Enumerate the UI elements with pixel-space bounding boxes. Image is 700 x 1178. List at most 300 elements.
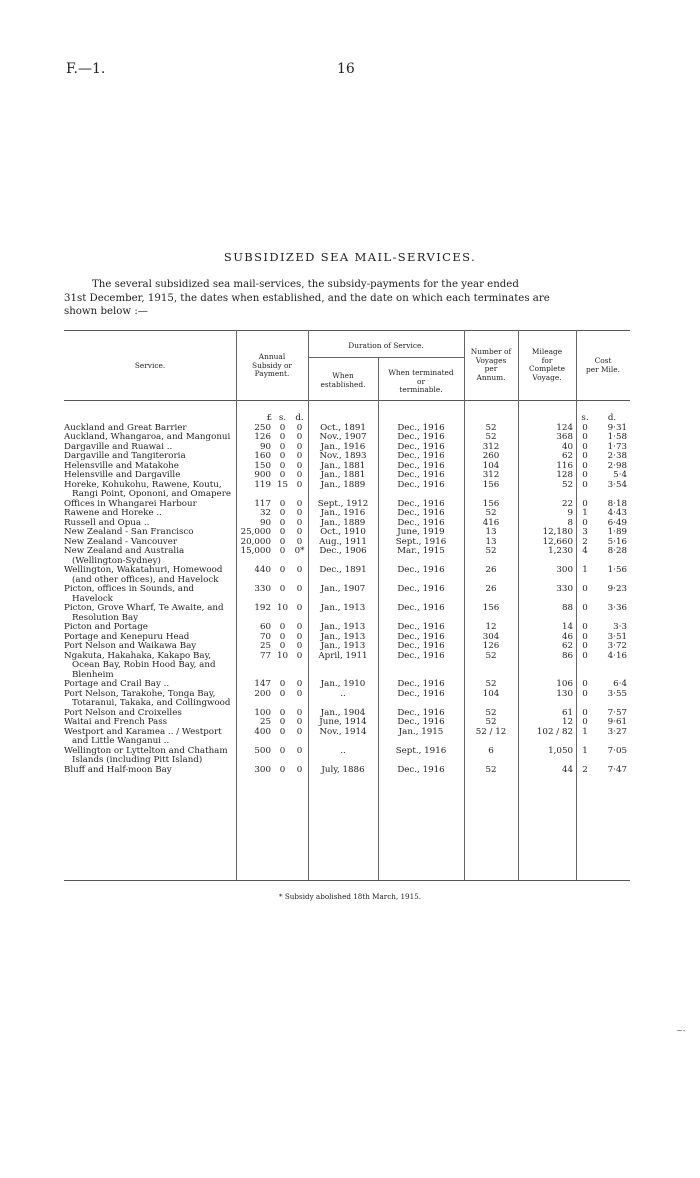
voyages-per-annum: 52	[485, 432, 497, 442]
date-established: Jan., 1907	[320, 584, 366, 594]
subsidy-pounds: 25	[259, 717, 271, 727]
date-established: Oct., 1891	[320, 422, 366, 433]
date-terminated: Dec., 1916	[397, 432, 445, 442]
table-row	[64, 747, 630, 766]
date-terminated: Dec., 1916	[397, 517, 445, 528]
date-established: ..	[340, 688, 346, 699]
page-number: 16	[337, 61, 355, 77]
subsidy-pounds: 117	[254, 498, 271, 509]
subsidy-pence: 0	[296, 631, 303, 642]
date-terminated: Dec., 1916	[397, 460, 445, 471]
date-terminated: Dec., 1916	[397, 707, 445, 718]
margin-mark: ~-	[676, 1026, 686, 1035]
cost-shillings: 0	[582, 688, 588, 699]
subsidy-pence: 0	[296, 527, 303, 537]
voyages-per-annum: 52	[485, 764, 497, 775]
cost-pence: 1·58	[607, 432, 627, 442]
col-header-voyages: Number of Voyages per Annum.	[470, 347, 512, 382]
service-name: Bluff and Half-moon Bay	[64, 764, 172, 775]
voyages-per-annum: 312	[482, 470, 500, 480]
date-established: ..	[340, 745, 346, 756]
table-row	[64, 766, 630, 776]
subsidy-shillings: 0	[279, 527, 286, 537]
subsidy-shillings: 0	[279, 764, 286, 775]
cost-pence: 7·05	[607, 745, 627, 756]
mileage: 12,660	[542, 536, 573, 547]
date-established: Dec., 1891	[319, 565, 367, 575]
subsidy-pounds: 119	[254, 479, 271, 490]
subsidy-pence: 0	[296, 641, 303, 651]
cost-shillings: 0	[582, 422, 588, 433]
mileage: 106	[556, 679, 573, 689]
subsidy-shillings: 0	[279, 745, 286, 756]
mileage: 44	[561, 764, 573, 775]
date-established: Nov., 1907	[319, 432, 367, 442]
col-header-cost: Cost per Mile.	[585, 356, 620, 374]
cost-shillings: 0	[582, 603, 588, 613]
service-name: New Zealand and Australia (Wellington-Sydney)	[64, 546, 185, 566]
service-name: Helensville and Matakohe	[64, 460, 179, 471]
voyages-per-annum: 156	[482, 498, 500, 509]
subsidy-pence: 0	[296, 764, 303, 775]
cost-pence: 6·49	[607, 517, 627, 528]
cost-shillings: 0	[582, 631, 588, 642]
mileage: 8	[567, 517, 573, 528]
cost-pence: 3·55	[607, 688, 627, 699]
col-header-subsidy: Annual Subsidy or Payment.	[252, 352, 292, 379]
cost-shillings: 1	[582, 745, 588, 756]
subsidy-pounds: 300	[254, 764, 271, 775]
cost-pence: 1·73	[607, 441, 627, 452]
voyages-per-annum: 416	[482, 517, 500, 528]
cost-pence: 1·56	[607, 565, 627, 575]
subsidy-pence: 0	[296, 584, 303, 594]
voyages-per-annum: 156	[482, 603, 500, 613]
subsidy-shillings: 0	[279, 536, 286, 547]
voyages-per-annum: 52 / 12	[475, 726, 507, 737]
cost-shillings: 3	[582, 527, 588, 537]
date-established: April, 1911	[318, 650, 368, 661]
voyages-per-annum: 6	[488, 745, 494, 756]
subsidy-pence: 0	[296, 679, 303, 689]
subsidy-pounds: 192	[254, 603, 271, 613]
service-name: Westport and Karamea .. / Westport and Little Wanganui ..	[64, 726, 222, 746]
subsidy-shillings: 0	[279, 707, 286, 718]
voyages-per-annum: 312	[482, 441, 500, 452]
subsidy-pounds: 160	[254, 451, 271, 461]
date-established: Nov., 1893	[319, 451, 367, 461]
service-name: Horeke, Kohukohu, Rawene, Koutu, Rangi Point, Opononi, and Omapere	[64, 479, 231, 499]
service-name: Dargaville and Ruawai ..	[64, 441, 173, 452]
date-terminated: Dec., 1916	[397, 650, 445, 661]
cost-shillings: 0	[582, 432, 588, 442]
date-established: Jan., 1913	[320, 622, 366, 632]
date-terminated: Dec., 1916	[397, 622, 445, 632]
col-header-mileage: Mileage for Complete Voyage.	[529, 347, 565, 382]
service-name: Portage and Crail Bay ..	[64, 679, 170, 689]
date-established: Jan., 1889	[320, 479, 366, 490]
date-established: Jan., 1916	[320, 508, 366, 518]
service-name: Picton and Portage	[64, 622, 148, 632]
service-name: Picton, offices in Sounds, and Havelock	[64, 584, 195, 604]
subsidy-pence: 0	[296, 451, 303, 461]
date-terminated: Jan., 1915	[398, 726, 444, 737]
table-bottom-rule	[64, 880, 630, 881]
service-name: Waitai and French Pass	[64, 717, 168, 727]
mileage: 12	[561, 717, 573, 727]
service-name: Auckland and Great Barrier	[64, 422, 187, 433]
table-row	[64, 585, 630, 604]
cost-pence: 8·28	[607, 546, 627, 556]
date-terminated: Mar., 1915	[397, 546, 445, 556]
subsidy-pounds: 150	[254, 460, 271, 471]
col-header-terminated: When terminated or terminable.	[388, 368, 454, 395]
date-terminated: Dec., 1916	[397, 688, 445, 699]
table-row	[64, 547, 630, 566]
cost-pence: 9·61	[607, 717, 627, 727]
table-row	[64, 604, 630, 623]
subsidy-shillings: 10	[276, 603, 289, 613]
subsidy-pence: 0	[296, 422, 303, 433]
voyages-per-annum: 12	[485, 622, 497, 632]
cost-shillings: 1	[582, 508, 588, 518]
mileage: 12,180	[542, 527, 573, 537]
mileage: 88	[561, 603, 573, 613]
cost-shillings: 0	[582, 498, 588, 509]
voyages-per-annum: 52	[485, 650, 497, 661]
date-terminated: Sept., 1916	[395, 536, 447, 547]
cost-shillings: 0	[582, 479, 588, 490]
date-terminated: Dec., 1916	[397, 565, 445, 575]
cost-shillings: 2	[582, 536, 588, 547]
pence-unit: d.	[295, 413, 304, 423]
cost-d-unit: d.	[607, 413, 617, 423]
voyages-per-annum: 304	[482, 631, 500, 642]
subsidy-pounds: 250	[254, 422, 271, 433]
subsidy-pence: 0	[296, 432, 303, 442]
cost-shillings: 1	[582, 565, 588, 575]
date-terminated: Dec., 1916	[397, 498, 445, 509]
subsidy-pence: 0*	[294, 546, 305, 556]
service-name: Port Nelson and Croixelles	[64, 707, 182, 718]
shillings-unit: s.	[278, 413, 287, 423]
subsidy-shillings: 0	[279, 470, 286, 480]
date-terminated: Dec., 1916	[397, 441, 445, 452]
cost-shillings: 4	[582, 546, 588, 556]
voyages-per-annum: 104	[482, 460, 500, 471]
mileage: 130	[556, 688, 573, 699]
cost-pence: 3·3	[613, 622, 627, 632]
subsidy-shillings: 10	[276, 650, 289, 661]
date-terminated: Sept., 1916	[395, 745, 447, 756]
cost-shillings: 0	[582, 622, 588, 632]
date-established: Oct., 1910	[320, 527, 366, 537]
table-top-rule	[64, 330, 630, 331]
mileage: 116	[556, 460, 573, 471]
mileage: 102 / 82	[536, 726, 573, 737]
date-established: Jan., 1910	[320, 679, 366, 689]
date-established: Sept., 1912	[317, 498, 369, 509]
col-header-service: Service.	[134, 361, 166, 370]
date-terminated: Dec., 1916	[397, 717, 445, 727]
date-terminated: Dec., 1916	[397, 603, 445, 613]
cost-pence: 9·31	[607, 422, 627, 433]
service-name: Port Nelson, Tarakohe, Tonga Bay, Totaranui, Takaka, and Collingwood	[64, 688, 231, 708]
date-established: Jan., 1913	[320, 641, 366, 651]
subsidy-pounds: 100	[254, 707, 271, 718]
report-reference: F.—1.	[66, 61, 106, 77]
subsidy-shillings: 0	[279, 726, 286, 737]
subsidy-pence: 0	[296, 470, 303, 480]
voyages-per-annum: 52	[485, 546, 497, 556]
mileage: 368	[556, 432, 573, 442]
cost-shillings: 0	[582, 679, 588, 689]
subsidy-shillings: 0	[279, 584, 286, 594]
mileage: 40	[561, 441, 573, 452]
cost-pence: 3·72	[607, 641, 627, 651]
subsidy-pounds: 330	[254, 584, 271, 594]
mileage: 52	[561, 479, 573, 490]
cost-pence: 7·57	[607, 707, 627, 718]
subsidy-shillings: 0	[279, 717, 286, 727]
date-established: Nov., 1914	[319, 726, 367, 737]
mileage: 14	[561, 622, 573, 632]
date-established: Aug., 1911	[319, 536, 367, 547]
subsidy-pounds: 70	[259, 631, 271, 642]
mileage: 124	[556, 422, 573, 433]
table-row	[64, 481, 630, 500]
mileage: 9	[567, 508, 573, 518]
date-established: Jan., 1916	[320, 441, 366, 452]
subsidy-pence: 0	[296, 498, 303, 509]
date-terminated: Dec., 1916	[397, 679, 445, 689]
subsidy-pence: 0	[296, 726, 303, 737]
voyages-per-annum: 52	[485, 707, 497, 718]
service-name: Helensville and Dargaville	[64, 470, 181, 480]
subsidy-shillings: 0	[279, 432, 286, 442]
subsidy-pence: 0	[296, 517, 303, 528]
col-header-duration: Duration of Service.	[348, 341, 424, 350]
date-terminated: Dec., 1916	[397, 470, 445, 480]
date-terminated: Dec., 1916	[397, 451, 445, 461]
intro-line-1: The several subsidized sea mail-services, the subsidy-payments for the year ended	[92, 279, 519, 290]
subsidy-pounds: 60	[259, 622, 271, 632]
subsidy-pence: 0	[296, 707, 303, 718]
date-established: Jan., 1904	[320, 707, 366, 718]
cost-pence: 7·47	[607, 764, 627, 775]
subsidy-pence: 0	[296, 536, 303, 547]
voyages-per-annum: 126	[482, 641, 500, 651]
table-row	[64, 728, 630, 747]
subsidy-pounds: 500	[254, 745, 271, 756]
service-name: Auckland, Whangaroa, and Mangonui	[64, 432, 231, 442]
voyages-per-annum: 13	[485, 536, 497, 547]
pounds-unit: £	[266, 413, 272, 423]
mileage: 300	[556, 565, 573, 575]
subsidy-pence: 0	[296, 508, 303, 518]
date-established: July, 1886	[321, 764, 365, 775]
subsidy-shillings: 0	[279, 508, 286, 518]
subsidy-shillings: 0	[279, 679, 286, 689]
table-row	[64, 690, 630, 709]
service-name: New Zealand - Vancouver	[64, 536, 178, 547]
cost-shillings: 2	[582, 764, 588, 775]
service-name: Picton, Grove Wharf, Te Awaite, and Resolution Bay	[64, 603, 224, 623]
date-terminated: Dec., 1916	[397, 764, 445, 775]
date-established: June, 1914	[319, 717, 367, 727]
subsidy-pounds: 25,000	[240, 527, 271, 537]
subsidy-shillings: 0	[279, 641, 286, 651]
mileage: 1,230	[548, 546, 573, 556]
cost-s-unit: s.	[581, 413, 589, 423]
subsidy-pence: 0	[296, 717, 303, 727]
subsidy-shillings: 0	[279, 631, 286, 642]
mileage: 1,050	[548, 745, 573, 756]
date-terminated: June, 1919	[397, 527, 445, 537]
subsidy-pence: 0	[296, 650, 303, 661]
subsidy-pounds: 90	[259, 517, 271, 528]
subsidy-shillings: 15	[276, 479, 289, 490]
col-header-established: When established.	[320, 371, 366, 389]
subsidy-pence: 0	[296, 688, 303, 699]
date-terminated: Dec., 1916	[397, 422, 445, 433]
service-name: New Zealand - San Francisco	[64, 527, 194, 537]
mileage: 86	[561, 650, 573, 661]
subsidy-pence: 0	[296, 460, 303, 471]
section-title: SUBSIDIZED SEA MAIL-SERVICES.	[223, 250, 477, 264]
subsidy-pence: 0	[296, 603, 303, 613]
service-name: Offices in Whangarei Harbour	[64, 498, 197, 509]
date-terminated: Dec., 1916	[397, 479, 445, 490]
subsidy-shillings: 0	[279, 441, 286, 452]
voyages-per-annum: 52	[485, 422, 497, 433]
subsidy-pounds: 126	[254, 432, 271, 442]
subsidy-pence: 0	[296, 565, 303, 575]
subsidy-pence: 0	[296, 622, 303, 632]
cost-pence: 3·27	[607, 726, 627, 737]
table-row	[64, 566, 630, 585]
subsidy-shillings: 0	[279, 517, 286, 528]
service-name: Rawene and Horeke ..	[64, 508, 162, 518]
service-name: Russell and Opua ..	[64, 517, 150, 528]
subsidy-shillings: 0	[279, 565, 286, 575]
cost-pence: 3·36	[607, 603, 627, 613]
date-established: Dec., 1906	[319, 546, 367, 556]
cost-pence: 8·18	[607, 498, 627, 509]
cost-pence: 9·23	[607, 584, 627, 594]
cost-shillings: 1	[582, 726, 588, 737]
voyages-per-annum: 13	[485, 527, 497, 537]
service-name: Port Nelson and Waikawa Bay	[64, 641, 197, 651]
cost-shillings: 0	[582, 460, 588, 471]
service-name: Dargaville and Tangiteroria	[64, 451, 186, 461]
date-terminated: Dec., 1916	[397, 508, 445, 518]
subsidy-shillings: 0	[279, 422, 286, 433]
cost-pence: 4·16	[607, 650, 627, 661]
cost-shillings: 0	[582, 641, 588, 651]
subsidy-pounds: 20,000	[240, 536, 271, 547]
cost-shillings: 0	[582, 451, 588, 461]
date-terminated: Dec., 1916	[397, 584, 445, 594]
date-terminated: Dec., 1916	[397, 641, 445, 651]
mileage: 62	[561, 641, 573, 651]
subsidy-shillings: 0	[279, 546, 286, 556]
service-name: Wellington or Lyttelton and Chatham Islands (including Pitt Island)	[64, 745, 228, 765]
services-table	[64, 414, 630, 775]
cost-shillings: 0	[582, 470, 588, 480]
cost-shillings: 0	[582, 441, 588, 452]
subsidy-pounds: 77	[259, 650, 271, 661]
subsidy-pounds: 90	[259, 441, 271, 452]
cost-shillings: 0	[582, 707, 588, 718]
mileage: 128	[556, 470, 573, 480]
voyages-per-annum: 156	[482, 479, 500, 490]
subsidy-shillings: 0	[279, 622, 286, 632]
service-name: Ngakuta, Hakahaka, Kakapo Bay, Ocean Bay, Robin Hood Bay, and Blenheim	[64, 650, 216, 680]
cost-shillings: 0	[582, 717, 588, 727]
subsidy-pence: 0	[296, 479, 303, 490]
cost-pence: 4·43	[607, 508, 627, 518]
voyages-per-annum: 26	[485, 565, 497, 575]
subsidy-pounds: 200	[254, 688, 271, 699]
subsidy-pounds: 147	[254, 679, 271, 689]
footnote: * Subsidy abolished 18th March, 1915.	[278, 892, 422, 901]
mileage: 46	[561, 631, 573, 642]
subsidy-pounds: 15,000	[240, 546, 271, 556]
voyages-per-annum: 52	[485, 508, 497, 518]
date-established: Jan., 1881	[320, 460, 366, 471]
cost-shillings: 0	[582, 584, 588, 594]
subsidy-shillings: 0	[279, 460, 286, 471]
intro-line-3: shown below :—	[64, 306, 148, 317]
voyages-per-annum: 260	[482, 451, 500, 461]
subsidy-shillings: 0	[279, 451, 286, 461]
subsidy-pence: 0	[296, 745, 303, 756]
cost-pence: 6·4	[613, 679, 627, 689]
cost-pence: 2·38	[607, 451, 627, 461]
subsidy-pence: 0	[296, 441, 303, 452]
cost-pence: 3·54	[607, 479, 627, 490]
subsidy-pounds: 900	[254, 470, 271, 480]
date-established: Jan., 1881	[320, 470, 366, 480]
service-name: Portage and Kenepuru Head	[64, 631, 190, 642]
voyages-per-annum: 52	[485, 679, 497, 689]
mileage: 22	[561, 498, 573, 509]
cost-pence: 5·4	[613, 470, 627, 480]
cost-pence: 1·89	[607, 527, 627, 537]
cost-pence: 2·98	[607, 460, 627, 471]
subsidy-pounds: 25	[259, 641, 271, 651]
mileage: 330	[556, 584, 573, 594]
voyages-per-annum: 104	[482, 688, 500, 699]
voyages-per-annum: 26	[485, 584, 497, 594]
table-row	[64, 652, 630, 681]
subsidy-pounds: 400	[254, 726, 271, 737]
service-name: Wellington, Wakatahuri, Homewood (and other offices), and Havelock	[64, 565, 223, 585]
duration-subrule	[308, 357, 464, 358]
cost-shillings: 0	[582, 650, 588, 661]
cost-shillings: 0	[582, 517, 588, 528]
intro-line-2: 31st December, 1915, the dates when established, and the date on which each terminates are	[64, 292, 550, 304]
voyages-per-annum: 52	[485, 717, 497, 727]
intro-paragraph	[64, 278, 630, 319]
subsidy-pounds: 440	[254, 565, 271, 575]
subsidy-pounds: 32	[259, 508, 271, 518]
date-established: Jan., 1913	[320, 631, 366, 642]
subsidy-shillings: 0	[279, 498, 286, 509]
mileage: 62	[561, 451, 573, 461]
cost-pence: 3·51	[607, 631, 627, 642]
